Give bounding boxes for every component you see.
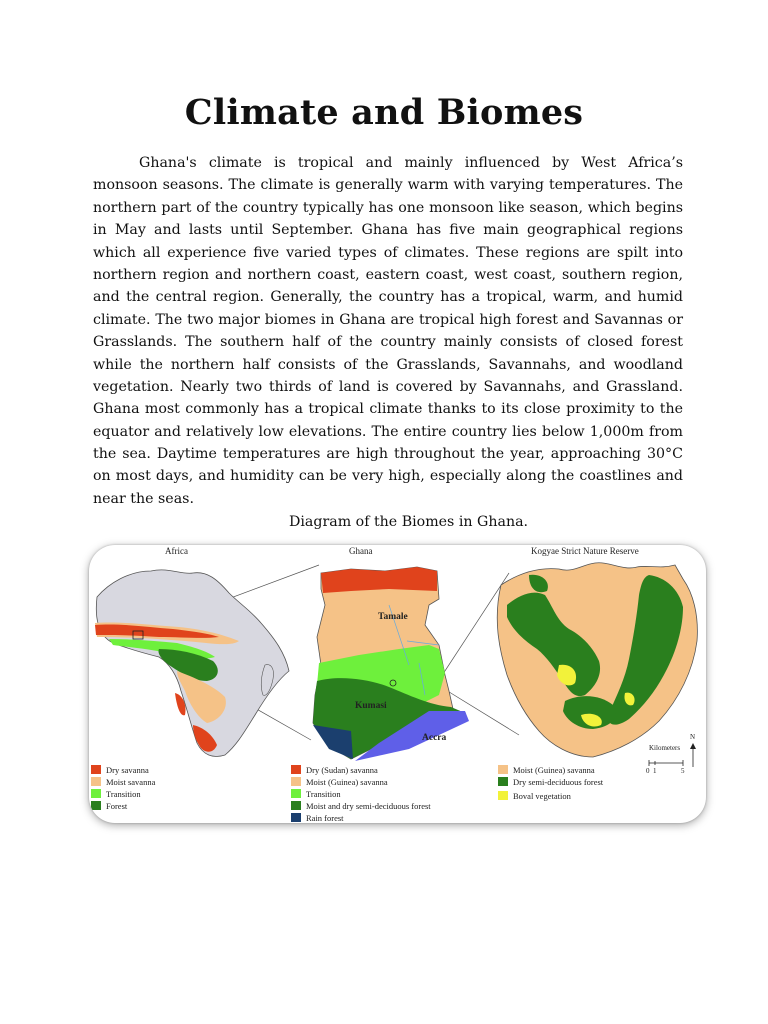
legend-swatch	[91, 789, 101, 798]
legend-swatch	[498, 777, 508, 786]
legend-swatch	[91, 777, 101, 786]
legend-label: Transition	[106, 788, 141, 799]
legend-swatch	[291, 801, 301, 810]
paragraph-line: monsoon seasons. The climate is generally warm with varying temperatures. The	[93, 177, 683, 194]
legend-swatch	[291, 777, 301, 786]
paragraph-line: climate. The two major biomes in Ghana are tropical high forest and Savannas or	[93, 311, 683, 328]
legend-item	[498, 776, 603, 787]
paragraph-line: in May and lasts until September. Ghana has five main geographical regions	[93, 222, 683, 239]
legend-item	[91, 800, 127, 811]
paragraph-line: near the seas.	[93, 490, 194, 507]
legend-label: Forest	[106, 800, 128, 811]
paragraph-line: equator and relatively low elevations. The entire country lies below 1,000m from	[93, 423, 683, 440]
paragraph-line: northern region and northern coast, eastern coast, west coast, southern region,	[93, 266, 683, 283]
legend-swatch	[291, 789, 301, 798]
paragraph-line: and the central region. Generally, the country has a tropical, warm, and humid	[93, 289, 683, 306]
biome-maps	[89, 545, 706, 823]
legend-swatch	[498, 791, 508, 800]
scale-label-five: 5	[681, 767, 685, 775]
paragraph-line: northern part of the country typically has one monsoon like season, which begins	[93, 199, 683, 216]
body-paragraph	[93, 152, 683, 510]
city-label-accra: Accra	[422, 733, 447, 743]
legend-item	[291, 764, 378, 775]
legend-swatch	[291, 813, 301, 822]
legend-label: Dry savanna	[106, 764, 149, 775]
legend-label: Dry (Sudan) savanna	[306, 764, 378, 775]
paragraph-line: while the northern half consists of the Grasslands, Savannahs, and woodland	[93, 356, 683, 373]
ghana-map	[313, 567, 469, 761]
scale-title: Kilometers	[649, 744, 681, 752]
figure-caption: Diagram of the Biomes in Ghana.	[289, 514, 529, 530]
legend-label: Boval vegetation	[513, 790, 571, 801]
scale-label-one: 1	[653, 767, 657, 775]
legend-item	[91, 788, 141, 799]
legend-label: Transition	[306, 788, 341, 799]
legend-item	[291, 788, 341, 799]
legend-label: Moist (Guinea) savanna	[306, 776, 388, 787]
legend-item	[291, 800, 431, 811]
legend-label: Rain forest	[306, 812, 344, 823]
legend-swatch	[91, 765, 101, 774]
legend-label: Dry semi-deciduous forest	[513, 776, 604, 787]
city-label-kumasi: Kumasi	[355, 701, 387, 711]
legend-item	[91, 776, 155, 787]
reserve-map	[497, 563, 697, 757]
africa-map	[95, 570, 289, 757]
paragraph-line: Ghana most commonly has a tropical climate thanks to its close proximity to the	[93, 401, 683, 418]
scale-label-zero: 0	[646, 767, 650, 775]
paragraph-line: the sea. Daytime temperatures are high throughout the year, approaching 30°C	[93, 446, 683, 463]
reserve-map-title: Kogyae Strict Nature Reserve	[531, 546, 639, 556]
legend-item	[498, 790, 571, 801]
north-label: N	[690, 733, 696, 741]
legend-item	[291, 812, 344, 823]
legend-label: Moist (Guinea) savanna	[513, 764, 595, 775]
ghana-map-title: Ghana	[349, 546, 373, 556]
paragraph-line: Grasslands. The southern half of the country mainly consists of closed forest	[93, 334, 683, 351]
legend-swatch	[498, 765, 508, 774]
city-label-tamale: Tamale	[378, 612, 408, 622]
paragraph-line: which all experience five varied types of climates. These regions are spilt into	[93, 244, 683, 261]
legend-label: Moist and dry semi-deciduous forest	[306, 800, 431, 811]
legend-item	[498, 764, 595, 775]
legend-item	[91, 764, 149, 775]
legend-item	[291, 776, 388, 787]
legend-swatch	[91, 801, 101, 810]
biome-diagram	[89, 545, 706, 823]
paragraph-line: vegetation. Nearly two thirds of land is covered by Savannahs, and Grassland.	[93, 378, 683, 395]
paragraph-line: on most days, and humidity can be very high, especially along the coastlines and	[93, 468, 683, 485]
paragraph-line: Ghana's climate is tropical and mainly influenced by West Africa’s	[139, 155, 683, 171]
legend-label: Moist savanna	[106, 776, 156, 787]
legend-swatch	[291, 765, 301, 774]
africa-map-title: Africa	[165, 546, 188, 556]
page-title: Climate and Biomes	[184, 92, 584, 133]
